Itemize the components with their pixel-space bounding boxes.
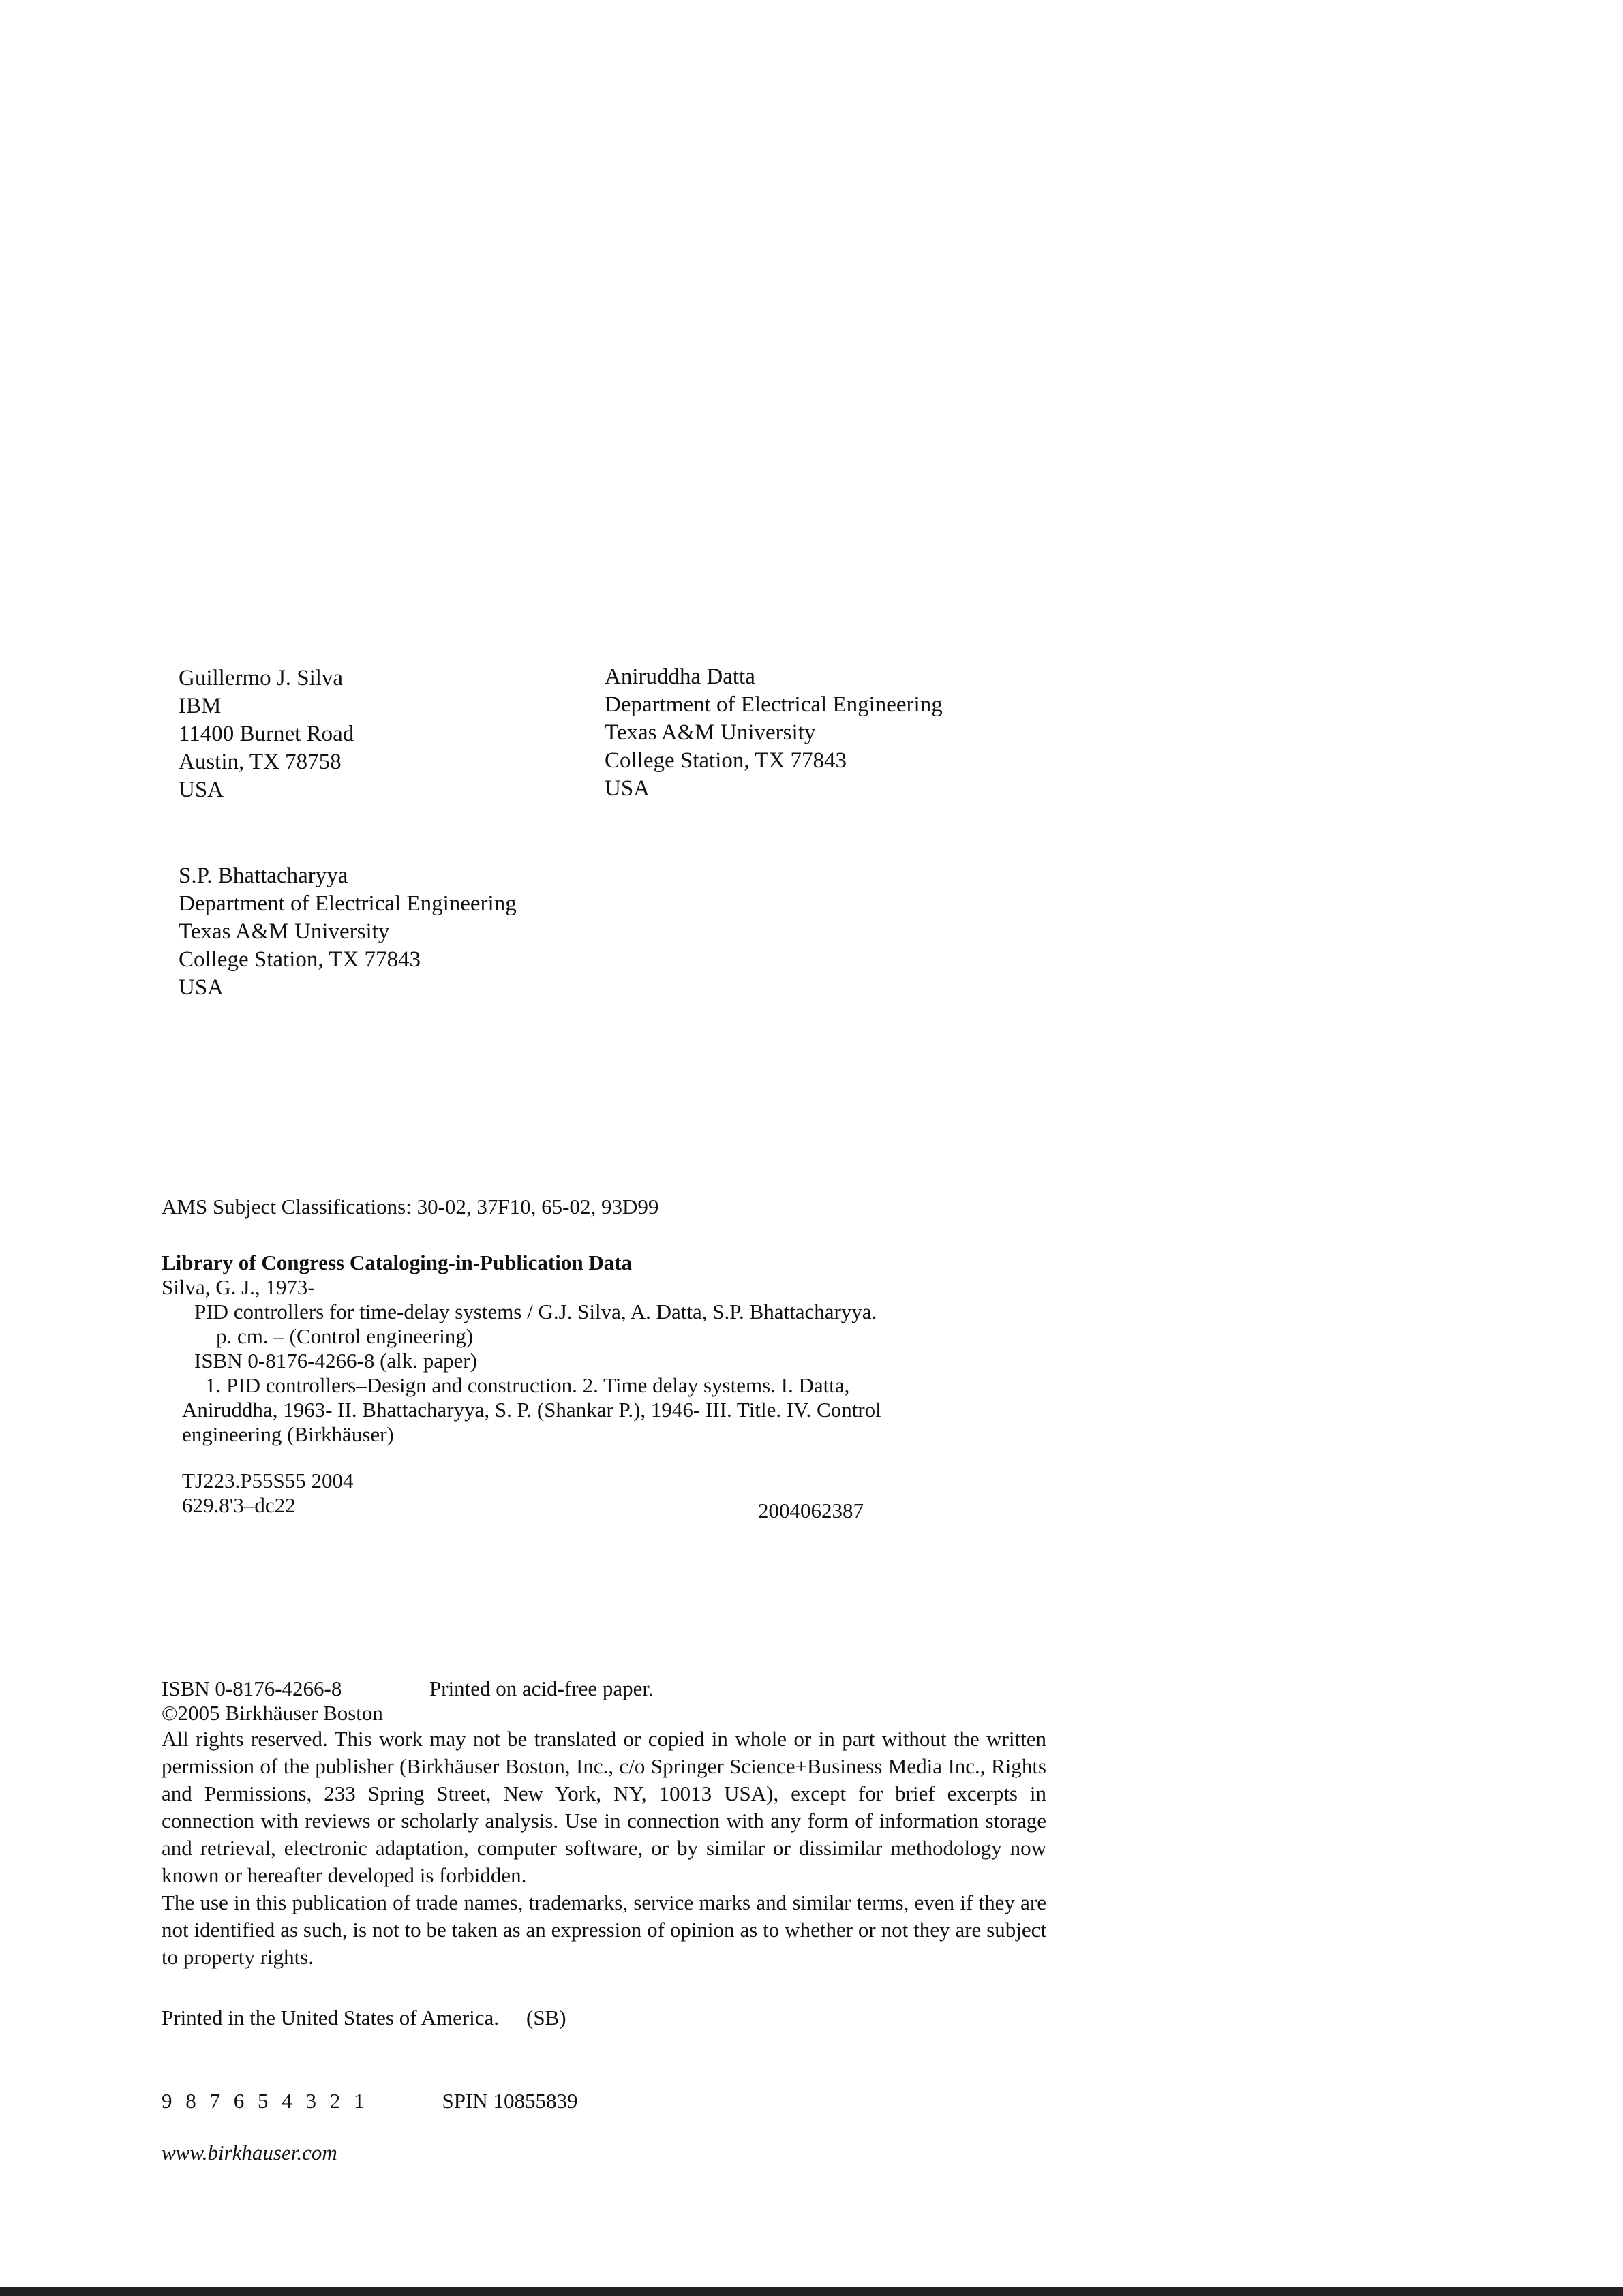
author-address-country: USA (179, 778, 224, 802)
author-block-silva (179, 664, 354, 804)
cip-spacer (162, 1447, 881, 1469)
cip-pages-line: p. cm. – (Control engineering) (216, 1324, 474, 1348)
author-name: S.P. Bhattacharyya (179, 863, 348, 888)
cip-heading: Library of Congress Cataloging-in-Publication Data (162, 1251, 633, 1274)
author-university: Texas A&M University (179, 919, 390, 944)
rights-statement (162, 1726, 1046, 1971)
author-block-datta (605, 663, 943, 803)
cip-author-entry: Silva, G. J., 1973- (162, 1275, 315, 1299)
cip-call-number: TJ223.P55S55 2004 (182, 1469, 354, 1493)
ams-subject-classifications: AMS Subject Classifications: 30-02, 37F10, 65-02, 93D99 (162, 1195, 659, 1219)
cip-lccn: 2004062387 (758, 1499, 864, 1522)
cip-subject-line: engineering (Birkhäuser) (182, 1422, 394, 1446)
author-name: Guillermo J. Silva (179, 666, 344, 690)
isbn: ISBN 0-8176-4266-8 (162, 1677, 342, 1700)
author-address-city: College Station, TX 77843 (179, 947, 421, 972)
printer-code: (SB) (526, 2006, 566, 2030)
printed-in-text: Printed in the United States of America. (162, 2006, 500, 2030)
imprint-block (162, 1677, 654, 1726)
isbn-row (162, 1677, 654, 1701)
cip-subject-line: Aniruddha, 1963- II. Bhattacharyya, S. P. (Shankar P.), 1946- III. Title. IV. Control (182, 1398, 881, 1422)
trademark-paragraph: The use in this publication of trade names, trademarks, service marks and similar terms, even if they are not identified as such, is not to be taken as an expression of opinion as to whether or not they are subject to property rights. (162, 1891, 1046, 1969)
cip-subject-line: 1. PID controllers–Design and construction. 2. Time delay systems. I. Datta, (205, 1373, 850, 1397)
scan-edge-bar (0, 2287, 1623, 2296)
author-address-street: 11400 Burnet Road (179, 722, 354, 746)
author-department: Department of Electrical Engineering (179, 891, 517, 916)
author-department: Department of Electrical Engineering (605, 692, 943, 717)
publisher-website[interactable]: www.birkhauser.com (162, 2141, 337, 2164)
author-name: Aniruddha Datta (605, 664, 755, 689)
author-block-bhattacharyya (179, 862, 517, 1002)
author-address-country: USA (179, 975, 224, 1000)
cip-isbn-line: ISBN 0-8176-4266-8 (alk. paper) (194, 1349, 477, 1373)
author-affiliation: IBM (179, 694, 222, 718)
author-address-city: Austin, TX 78758 (179, 750, 342, 774)
copyright-notice: ©2005 Birkhäuser Boston (162, 1701, 383, 1725)
printed-in-line (162, 2005, 566, 2031)
print-run-row (162, 2088, 577, 2114)
cataloging-in-publication-data (162, 1251, 881, 1518)
cip-dewey-number: 629.8'3–dc22 (182, 1493, 296, 1517)
author-university: Texas A&M University (605, 720, 816, 745)
author-address-country: USA (605, 776, 650, 801)
cip-title-line: PID controllers for time-delay systems / G.J. Silva, A. Datta, S.P. Bhattacharyya. (194, 1300, 877, 1323)
author-address-city: College Station, TX 77843 (605, 748, 847, 773)
spin-number: SPIN 10855839 (442, 2089, 578, 2113)
print-run-digits: 9 8 7 6 5 4 3 2 1 (162, 2089, 369, 2113)
acid-free-note: Printed on acid-free paper. (429, 1677, 654, 1700)
rights-paragraph: All rights reserved. This work may not be translated or copied in whole or in part without the written permission of the publisher (Birkhäuser Boston, Inc., c/o Springer Science+Business Media Inc., Rights and Permissions, 233 Spring Street, New York, NY, 10013 USA), except for brief excerpts in connection with reviews or scholarly analysis. Use in connection with any form of information storage and retrieval, electronic adaptation, computer software, or by similar or dissimilar methodology now known or hereafter developed is forbidden. (162, 1727, 1046, 1887)
